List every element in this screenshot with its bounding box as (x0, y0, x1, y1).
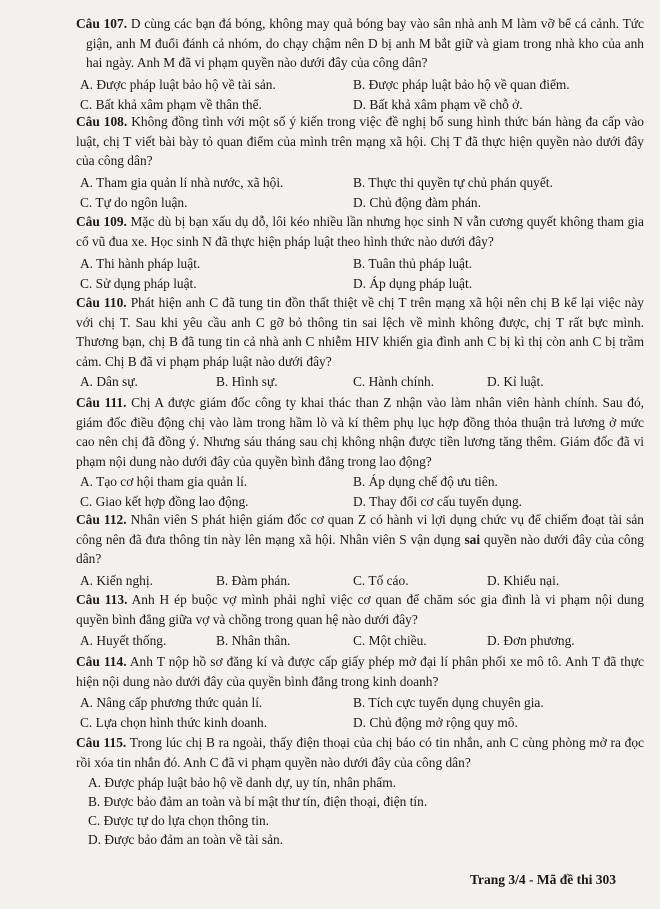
option-c: C. Bất khả xâm phạm về thân thể. (80, 97, 262, 112)
option-b: B. Được pháp luật bảo hộ về quan điểm. (353, 77, 570, 92)
option-d: D. Chủ động mở rộng quy mô. (353, 715, 518, 730)
option-b: B. Áp dụng chế độ ưu tiên. (353, 474, 498, 489)
question-number: Câu 109. (76, 214, 127, 229)
option-c: C. Tố cáo. (353, 573, 409, 588)
option-a: A. Tạo cơ hội tham gia quản lí. (80, 474, 248, 489)
option-a: A. Nâng cấp phương thức quản lí. (80, 695, 263, 710)
option-c: C. Giao kết hợp đồng lao động. (80, 494, 249, 509)
question-number: Câu 112. (76, 512, 127, 527)
question-stem: Câu 115. Trong lúc chị B ra ngoài, thấy điện thoại của chị báo có tin nhắn, anh C cùng phòng mở ra đọc rồi xóa tin nhắn đó. Anh C đã vi phạm quyền nào dưới đây của công dân? (76, 735, 644, 770)
option-d: D. Chủ động đàm phán. (353, 195, 481, 210)
option-c: C. Sử dụng pháp luật. (80, 276, 197, 291)
option-a: A. Kiến nghị. (80, 573, 153, 588)
option-c: C. Tự do ngôn luận. (80, 195, 188, 210)
question-stem: Câu 111. Chị A được giám đốc công ty khai thác than Z nhận vào làm nhân viên hành chính. Sau đó, giám đốc điều động chị vào làm trong hầm lò và kí thêm phụ lục hợp đồng thỏa thuận trả lương ở mức cao nên chị đã đồng ý. Nhưng sáu tháng sau chị không nhận được tiền lương tăng thêm. Giám đốc đã vi phạm nội dung nào dưới đây của quyền bình đẳng trong lao động? (76, 395, 645, 469)
option-c: C. Được tự do lựa chọn thông tin. (88, 813, 269, 828)
option-d: D. Thay đổi cơ cấu tuyển dụng. (353, 494, 522, 509)
option-d: D. Đơn phương. (487, 633, 575, 648)
emphasis-word: sai (464, 531, 481, 547)
question-number: Câu 108. (76, 114, 128, 129)
option-a: A. Thi hành pháp luật. (80, 256, 201, 271)
option-d: D. Được bảo đảm an toàn về tài sản. (88, 832, 284, 847)
option-b: B. Thực thi quyền tự chủ phán quyết. (353, 175, 553, 190)
option-a: A. Huyết thống. (80, 633, 167, 648)
option-b: B. Nhân thân. (216, 633, 291, 648)
option-b: B. Hình sự. (216, 374, 278, 389)
question-stem: Câu 113. Anh H ép buộc vợ mình phải nghỉ việc cơ quan để chăm sóc gia đình là vi phạm nội dung quyền bình đẳng giữa vợ và chồng trong quan hệ nào dưới đây? (76, 592, 644, 627)
option-d: D. Khiếu nại. (487, 573, 560, 588)
option-c: C. Hành chính. (353, 374, 435, 389)
question-stem: Câu 112. Nhân viên S phát hiện giám đốc cơ quan Z có hành vi lợi dụng chức vụ để chiếm đoạt tài sản công nên đã đưa thông tin này lên mạng xã hội. Nhân viên S vận dụng sai quyền nào dưới đây của công dân? (76, 512, 644, 567)
option-c: C. Một chiều. (353, 633, 427, 648)
option-a: A. Dân sự. (80, 374, 138, 389)
question-stem: Câu 114. Anh T nộp hồ sơ đăng kí và được cấp giấy phép mở đại lí phân phối xe mô tô. Anh T đã thực hiện nội dung nào dưới đây của quyền bình đẳng trong kinh doanh? (76, 654, 645, 689)
question-stem: Câu 108. Không đồng tình với một số ý kiến trong việc đề nghị bổ sung hình thức bán hàng đa cấp vào luật, chị T viết bài bày tỏ quan điểm của mình trên mạng xã hội. Chị T đã thực hiện quyền nào dưới đây của công dân? (76, 114, 644, 169)
option-a: A. Được pháp luật bảo hộ về danh dự, uy tín, nhân phẩm. (88, 775, 396, 790)
option-b: B. Đàm phán. (216, 573, 291, 588)
option-d: D. Kỉ luật. (487, 374, 544, 389)
option-a: A. Được pháp luật bảo hộ về tài sản. (80, 77, 276, 92)
question-stem: Câu 107. D cùng các bạn đá bóng, không may quả bóng bay vào sân nhà anh M làm vỡ bể cá cảnh. Tức giận, anh M đuổi đánh cả nhóm, do chạy chậm nên D bị anh M bắt giữ và giam trong nhà kho của anh hai ngày. Anh M đã vi phạm quyền nào dưới đây của công dân? (76, 16, 644, 71)
question-number: Câu 114. (76, 654, 127, 669)
question-stem: Câu 110. Phát hiện anh C đã tung tin đồn thất thiệt về chị T trên mạng xã hội nên chị B kể lại việc này với chị T. Sau khi yêu cầu anh C gỡ bỏ thông tin sai lệch về mình không được, chị T rất bực mình. Thương bạn, chị B đã tung tin cả nhà anh C nhiễm HIV khiến gia đình anh C bị kì thị còn anh C bị trầm cảm. Chị B đã vi phạm pháp luật nào dưới đây? (76, 295, 644, 369)
option-d: D. Bất khả xâm phạm về chỗ ở. (353, 97, 523, 112)
question-number: Câu 113. (76, 592, 128, 607)
question-stem: Câu 109. Mặc dù bị bạn xấu dụ dỗ, lôi kéo nhiều lần nhưng học sinh N vẫn cương quyết không tham gia cổ vũ đua xe. Học sinh N đã thực hiện pháp luật theo hình thức nào dưới đây? (76, 214, 644, 249)
option-a: A. Tham gia quản lí nhà nước, xã hội. (80, 175, 284, 190)
question-number: Câu 110. (76, 295, 127, 310)
option-b: B. Tuân thủ pháp luật. (353, 256, 473, 271)
option-b: B. Tích cực tuyển dụng chuyên gia. (353, 695, 544, 710)
option-b: B. Được bảo đảm an toàn và bí mật thư tín, điện thoại, điện tín. (88, 794, 428, 809)
question-number: Câu 111. (76, 395, 127, 410)
question-number: Câu 107. (76, 16, 128, 31)
option-c: C. Lựa chọn hình thức kinh doanh. (80, 715, 268, 730)
option-d: D. Áp dụng pháp luật. (353, 276, 473, 291)
question-number: Câu 115. (76, 735, 127, 750)
page-footer: Trang 3/4 - Mã đề thi 303 (470, 872, 616, 887)
